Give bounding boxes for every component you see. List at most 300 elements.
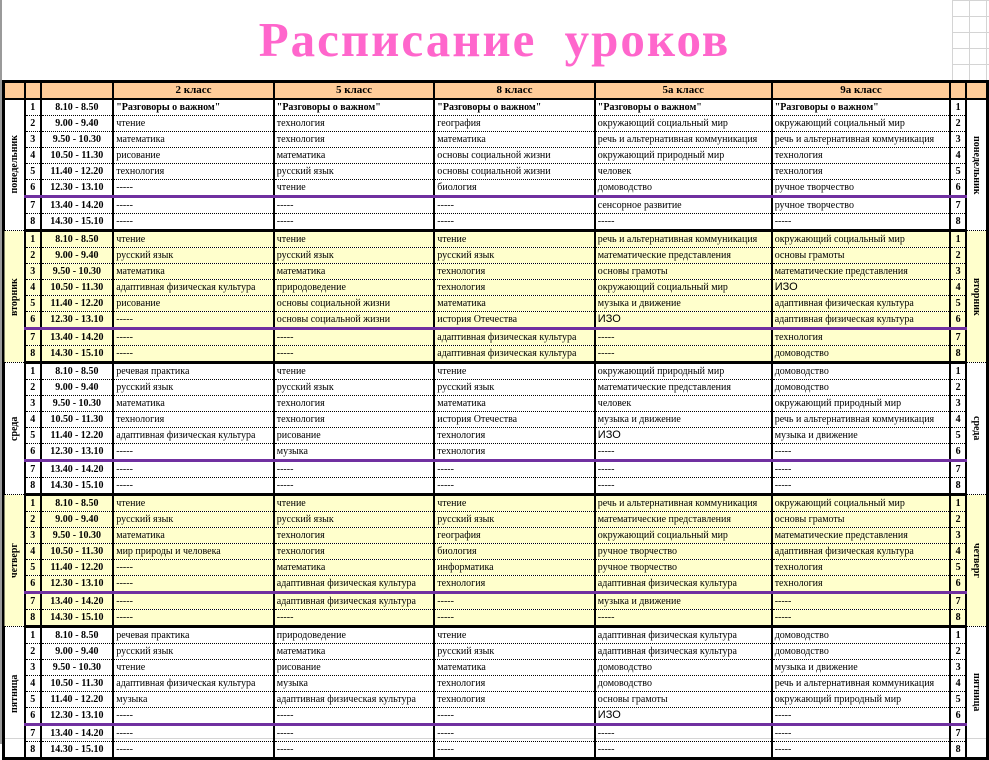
lesson-time: 11.40 - 12.20 (41, 296, 114, 312)
subject-cell-class-9a[interactable]: ----- (772, 708, 951, 725)
subject-cell-class-2[interactable]: чтение (113, 495, 274, 512)
subject-cell-class-5[interactable]: чтение (274, 495, 435, 512)
subject-cell-class-2[interactable]: ----- (113, 214, 274, 231)
subject-cell-class-5a[interactable]: ----- (595, 478, 772, 495)
subject-cell-class-9a[interactable]: ----- (772, 214, 951, 231)
subject-cell-class-9a[interactable]: ручное творчество (772, 180, 951, 197)
lesson-number: 2 (25, 644, 41, 660)
table-row (4, 180, 988, 197)
day-label-right-2: среда (966, 363, 988, 495)
lesson-time: 11.40 - 12.20 (41, 428, 114, 444)
subject-cell-class-9a[interactable]: музыка и движение (772, 660, 951, 676)
subject-cell-class-2[interactable]: ----- (113, 312, 274, 329)
lesson-time: 13.40 - 14.20 (41, 593, 114, 610)
day-label-right-0: понедельник (966, 99, 988, 231)
subject-cell-class-2[interactable]: математика (113, 132, 274, 148)
subject-cell-class-9a[interactable]: технология (772, 164, 951, 180)
header-class-8[interactable]: 8 класс (434, 82, 595, 100)
lesson-time: 11.40 - 12.20 (41, 164, 114, 180)
subject-cell-class-5a[interactable]: математические представления (595, 248, 772, 264)
subject-cell-class-5[interactable]: русский язык (274, 512, 435, 528)
table-row (4, 231, 988, 248)
subject-cell-class-9a[interactable]: технология (772, 329, 951, 346)
lesson-time: 12.30 - 13.10 (41, 180, 114, 197)
subject-cell-class-5a[interactable]: основы грамоты (595, 692, 772, 708)
subject-cell-class-5[interactable]: ----- (274, 725, 435, 742)
subject-cell-class-5[interactable]: чтение (274, 363, 435, 380)
subject-cell-class-5[interactable]: музыка (274, 676, 435, 692)
subject-cell-class-8[interactable]: ----- (434, 742, 595, 759)
subject-cell-class-9a[interactable]: технология (772, 560, 951, 576)
lesson-number-right: 2 (950, 116, 966, 132)
lesson-number: 1 (25, 627, 41, 644)
subject-cell-class-9a[interactable]: домоводство (772, 346, 951, 363)
subject-cell-class-2[interactable]: чтение (113, 231, 274, 248)
lesson-number-right: 6 (950, 444, 966, 461)
lesson-number: 8 (25, 610, 41, 627)
lesson-number-right: 4 (950, 148, 966, 164)
subject-cell-class-5a[interactable]: ручное творчество (595, 560, 772, 576)
subject-cell-class-8[interactable]: ----- (434, 708, 595, 725)
subject-cell-class-5[interactable]: русский язык (274, 248, 435, 264)
subject-cell-class-8[interactable]: чтение (434, 495, 595, 512)
lesson-number-right: 3 (950, 396, 966, 412)
subject-cell-class-5a[interactable]: музыка и движение (595, 593, 772, 610)
lesson-number-right: 2 (950, 644, 966, 660)
subject-cell-class-2[interactable]: ----- (113, 560, 274, 576)
lesson-number-right: 1 (950, 363, 966, 380)
subject-cell-class-9a[interactable]: окружающий социальный мир (772, 495, 951, 512)
lesson-time: 8.10 - 8.50 (41, 495, 114, 512)
lesson-number: 6 (25, 444, 41, 461)
subject-cell-class-8[interactable]: основы социальной жизни (434, 148, 595, 164)
table-row (4, 132, 988, 148)
lesson-number: 4 (25, 280, 41, 296)
subject-cell-class-5[interactable]: адаптивная физическая культура (274, 576, 435, 593)
subject-cell-class-8[interactable]: география (434, 116, 595, 132)
subject-cell-class-2[interactable]: "Разговоры о важном" (113, 99, 274, 116)
subject-cell-class-5a[interactable]: основы грамоты (595, 264, 772, 280)
subject-cell-class-5[interactable]: технология (274, 132, 435, 148)
subject-cell-class-5a[interactable]: ----- (595, 742, 772, 759)
lesson-time: 9.50 - 10.30 (41, 528, 114, 544)
subject-cell-class-5[interactable]: технология (274, 544, 435, 560)
subject-cell-class-9a[interactable]: ИЗО (772, 280, 951, 296)
subject-cell-class-9a[interactable]: математические представления (772, 264, 951, 280)
subject-cell-class-5a[interactable]: ----- (595, 214, 772, 231)
subject-cell-class-8[interactable]: технология (434, 692, 595, 708)
lesson-time: 14.30 - 15.10 (41, 214, 114, 231)
subject-cell-class-8[interactable]: чтение (434, 363, 595, 380)
subject-cell-class-9a[interactable]: речь и альтернативная коммуникация (772, 676, 951, 692)
subject-cell-class-8[interactable]: ----- (434, 725, 595, 742)
subject-cell-class-5a[interactable]: окружающий социальный мир (595, 280, 772, 296)
subject-cell-class-5a[interactable]: ----- (595, 461, 772, 478)
lesson-number: 7 (25, 593, 41, 610)
subject-cell-class-8[interactable]: история Отечества (434, 312, 595, 329)
lesson-number: 7 (25, 461, 41, 478)
subject-cell-class-8[interactable]: ----- (434, 610, 595, 627)
lesson-time: 10.50 - 11.30 (41, 676, 114, 692)
table-row (4, 264, 988, 280)
subject-cell-class-8[interactable]: чтение (434, 627, 595, 644)
lesson-number: 8 (25, 478, 41, 495)
subject-cell-class-8[interactable]: технология (434, 576, 595, 593)
table-row (4, 478, 988, 495)
subject-cell-class-5a[interactable]: ----- (595, 444, 772, 461)
subject-cell-class-9a[interactable]: музыка и движение (772, 428, 951, 444)
table-row (4, 296, 988, 312)
subject-cell-class-2[interactable]: ----- (113, 180, 274, 197)
subject-cell-class-2[interactable]: русский язык (113, 248, 274, 264)
subject-cell-class-5a[interactable]: математические представления (595, 512, 772, 528)
lesson-number: 7 (25, 329, 41, 346)
subject-cell-class-5[interactable]: математика (274, 148, 435, 164)
header-time-cell (41, 82, 114, 100)
subject-cell-class-9a[interactable]: технология (772, 576, 951, 593)
lesson-number: 6 (25, 708, 41, 725)
lesson-number: 8 (25, 742, 41, 759)
lesson-number-right: 8 (950, 610, 966, 627)
header-class-5[interactable]: 5 класс (274, 82, 435, 100)
subject-cell-class-5[interactable]: "Разговоры о важном" (274, 99, 435, 116)
subject-cell-class-5[interactable]: природоведение (274, 280, 435, 296)
day-label-right-4: пятница (966, 627, 988, 759)
subject-cell-class-9a[interactable]: окружающий природный мир (772, 692, 951, 708)
subject-cell-class-5[interactable]: чтение (274, 180, 435, 197)
subject-cell-class-5a[interactable]: речь и альтернативная коммуникация (595, 495, 772, 512)
subject-cell-class-2[interactable]: чтение (113, 660, 274, 676)
subject-cell-class-5a[interactable]: человек (595, 164, 772, 180)
subject-cell-class-9a[interactable]: окружающий природный мир (772, 396, 951, 412)
subject-cell-class-5a[interactable]: окружающий природный мир (595, 363, 772, 380)
lesson-number: 5 (25, 692, 41, 708)
header-num-cell-right (950, 82, 966, 100)
header-day-cell (4, 82, 26, 100)
subject-cell-class-2[interactable]: ----- (113, 197, 274, 214)
subject-cell-class-8[interactable]: математика (434, 396, 595, 412)
subject-cell-class-9a[interactable]: домоводство (772, 380, 951, 396)
subject-cell-class-5a[interactable]: сенсорное развитие (595, 197, 772, 214)
subject-cell-class-5[interactable]: ----- (274, 461, 435, 478)
lesson-number: 8 (25, 346, 41, 363)
subject-cell-class-8[interactable]: география (434, 528, 595, 544)
subject-cell-class-2[interactable]: русский язык (113, 380, 274, 396)
subject-cell-class-8[interactable]: технология (434, 444, 595, 461)
lesson-number: 5 (25, 164, 41, 180)
subject-cell-class-9a[interactable]: домоводство (772, 627, 951, 644)
subject-cell-class-9a[interactable]: математические представления (772, 528, 951, 544)
subject-cell-class-8[interactable]: технология (434, 280, 595, 296)
header-class-5a[interactable]: 5а класс (595, 82, 772, 100)
subject-cell-class-2[interactable]: ----- (113, 461, 274, 478)
day-label-right-3: четверг (966, 495, 988, 627)
subject-cell-class-8[interactable]: ----- (434, 593, 595, 610)
subject-cell-class-5[interactable]: адаптивная физическая культура (274, 692, 435, 708)
subject-cell-class-2[interactable]: чтение (113, 116, 274, 132)
subject-cell-class-2[interactable]: ----- (113, 329, 274, 346)
table-row (4, 692, 988, 708)
lesson-time: 9.00 - 9.40 (41, 644, 114, 660)
lesson-number-right: 3 (950, 132, 966, 148)
subject-cell-class-2[interactable]: мир природы и человека (113, 544, 274, 560)
subject-cell-class-8[interactable]: биология (434, 180, 595, 197)
subject-cell-class-8[interactable]: русский язык (434, 644, 595, 660)
subject-cell-class-2[interactable]: адаптивная физическая культура (113, 676, 274, 692)
subject-cell-class-2[interactable]: русский язык (113, 644, 274, 660)
subject-cell-class-9a[interactable]: речь и альтернативная коммуникация (772, 412, 951, 428)
subject-cell-class-2[interactable]: математика (113, 264, 274, 280)
lesson-number: 3 (25, 132, 41, 148)
subject-cell-class-8[interactable]: ----- (434, 214, 595, 231)
lesson-number: 4 (25, 676, 41, 692)
subject-cell-class-5[interactable]: ----- (274, 346, 435, 363)
subject-cell-class-5a[interactable]: ручное творчество (595, 544, 772, 560)
table-row (4, 593, 988, 610)
subject-cell-class-5a[interactable]: речь и альтернативная коммуникация (595, 132, 772, 148)
subject-cell-class-8[interactable]: ----- (434, 197, 595, 214)
subject-cell-class-5[interactable]: ----- (274, 708, 435, 725)
lesson-time: 10.50 - 11.30 (41, 280, 114, 296)
lesson-number-right: 7 (950, 593, 966, 610)
subject-cell-class-8[interactable]: информатика (434, 560, 595, 576)
subject-cell-class-5[interactable]: русский язык (274, 380, 435, 396)
subject-cell-class-8[interactable]: технология (434, 264, 595, 280)
subject-cell-class-5a[interactable]: ----- (595, 329, 772, 346)
subject-cell-class-5[interactable]: основы социальной жизни (274, 296, 435, 312)
table-row (4, 380, 988, 396)
subject-cell-class-8[interactable]: ----- (434, 461, 595, 478)
subject-cell-class-8[interactable]: биология (434, 544, 595, 560)
subject-cell-class-9a[interactable]: адаптивная физическая культура (772, 296, 951, 312)
subject-cell-class-9a[interactable]: ----- (772, 742, 951, 759)
subject-cell-class-5[interactable]: природоведение (274, 627, 435, 644)
lesson-number-right: 8 (950, 742, 966, 759)
subject-cell-class-5[interactable]: ----- (274, 214, 435, 231)
subject-cell-class-5[interactable]: математика (274, 644, 435, 660)
subject-cell-class-5a[interactable]: домоводство (595, 676, 772, 692)
page-title: Расписание уроков (258, 12, 731, 67)
subject-cell-class-2[interactable]: рисование (113, 296, 274, 312)
lesson-number-right: 6 (950, 708, 966, 725)
subject-cell-class-8[interactable]: технология (434, 428, 595, 444)
header-class-9a[interactable]: 9а класс (772, 82, 951, 100)
subject-cell-class-2[interactable]: ----- (113, 742, 274, 759)
subject-cell-class-5a[interactable]: математические представления (595, 380, 772, 396)
table-row (4, 512, 988, 528)
subject-cell-class-5a[interactable]: окружающий природный мир (595, 148, 772, 164)
lesson-number-right: 8 (950, 346, 966, 363)
subject-cell-class-5[interactable]: технология (274, 412, 435, 428)
subject-cell-class-8[interactable]: русский язык (434, 380, 595, 396)
lesson-number-right: 8 (950, 214, 966, 231)
subject-cell-class-5a[interactable]: музыка и движение (595, 412, 772, 428)
subject-cell-class-9a[interactable]: основы грамоты (772, 248, 951, 264)
subject-cell-class-9a[interactable]: ----- (772, 593, 951, 610)
subject-cell-class-5[interactable]: рисование (274, 428, 435, 444)
subject-cell-class-2[interactable]: ----- (113, 576, 274, 593)
subject-cell-class-2[interactable]: адаптивная физическая культура (113, 280, 274, 296)
subject-cell-class-8[interactable]: чтение (434, 231, 595, 248)
subject-cell-class-5[interactable]: основы социальной жизни (274, 312, 435, 329)
subject-cell-class-5a[interactable]: "Разговоры о важном" (595, 99, 772, 116)
lesson-number-right: 6 (950, 576, 966, 593)
lesson-time: 10.50 - 11.30 (41, 148, 114, 164)
subject-cell-class-2[interactable]: математика (113, 528, 274, 544)
lesson-number: 6 (25, 312, 41, 329)
subject-cell-class-2[interactable]: технология (113, 164, 274, 180)
lesson-time: 12.30 - 13.10 (41, 576, 114, 593)
subject-cell-class-2[interactable]: адаптивная физическая культура (113, 428, 274, 444)
subject-cell-class-9a[interactable]: ----- (772, 478, 951, 495)
subject-cell-class-5[interactable]: ----- (274, 742, 435, 759)
subject-cell-class-5a[interactable]: ----- (595, 725, 772, 742)
subject-cell-class-8[interactable]: технология (434, 676, 595, 692)
subject-cell-class-9a[interactable]: основы грамоты (772, 512, 951, 528)
subject-cell-class-9a[interactable]: технология (772, 148, 951, 164)
lesson-time: 10.50 - 11.30 (41, 412, 114, 428)
subject-cell-class-2[interactable]: речевая практика (113, 363, 274, 380)
lesson-time: 14.30 - 15.10 (41, 742, 114, 759)
lesson-number: 3 (25, 660, 41, 676)
subject-cell-class-9a[interactable]: окружающий социальный мир (772, 231, 951, 248)
table-row (4, 329, 988, 346)
subject-cell-class-2[interactable]: русский язык (113, 512, 274, 528)
subject-cell-class-8[interactable]: ----- (434, 478, 595, 495)
subject-cell-class-5[interactable]: рисование (274, 660, 435, 676)
subject-cell-class-5a[interactable]: адаптивная физическая культура (595, 627, 772, 644)
subject-cell-class-5a[interactable]: ИЗО (595, 708, 772, 725)
subject-cell-class-5[interactable]: математика (274, 560, 435, 576)
subject-cell-class-8[interactable]: математика (434, 132, 595, 148)
lesson-time: 14.30 - 15.10 (41, 610, 114, 627)
subject-cell-class-9a[interactable]: окружающий социальный мир (772, 116, 951, 132)
lesson-number-right: 4 (950, 412, 966, 428)
table-row (4, 708, 988, 725)
lesson-number-right: 6 (950, 312, 966, 329)
subject-cell-class-5[interactable]: ----- (274, 329, 435, 346)
table-row (4, 461, 988, 478)
subject-cell-class-8[interactable]: адаптивная физическая культура (434, 329, 595, 346)
header-class-2[interactable]: 2 класс (113, 82, 274, 100)
subject-cell-class-9a[interactable]: адаптивная физическая культура (772, 544, 951, 560)
subject-cell-class-2[interactable]: ----- (113, 444, 274, 461)
subject-cell-class-9a[interactable]: ----- (772, 461, 951, 478)
lesson-time: 9.00 - 9.40 (41, 512, 114, 528)
subject-cell-class-9a[interactable]: речь и альтернативная коммуникация (772, 132, 951, 148)
table-row (4, 610, 988, 627)
schedule-table (2, 80, 989, 760)
table-row (4, 116, 988, 132)
subject-cell-class-5a[interactable]: домоводство (595, 660, 772, 676)
subject-cell-class-8[interactable]: математика (434, 660, 595, 676)
subject-cell-class-2[interactable]: ----- (113, 725, 274, 742)
subject-cell-class-8[interactable]: русский язык (434, 248, 595, 264)
subject-cell-class-8[interactable]: "Разговоры о важном" (434, 99, 595, 116)
subject-cell-class-9a[interactable]: ручное творчество (772, 197, 951, 214)
subject-cell-class-5[interactable]: музыка (274, 444, 435, 461)
subject-cell-class-5a[interactable]: окружающий социальный мир (595, 116, 772, 132)
subject-cell-class-9a[interactable]: адаптивная физическая культура (772, 312, 951, 329)
subject-cell-class-5[interactable]: ----- (274, 478, 435, 495)
lesson-number: 5 (25, 560, 41, 576)
lesson-number-right: 4 (950, 280, 966, 296)
subject-cell-class-5a[interactable]: человек (595, 396, 772, 412)
subject-cell-class-5a[interactable]: речь и альтернативная коммуникация (595, 231, 772, 248)
subject-cell-class-2[interactable]: ----- (113, 610, 274, 627)
subject-cell-class-5[interactable]: технология (274, 396, 435, 412)
subject-cell-class-5a[interactable]: ИЗО (595, 312, 772, 329)
table-row (4, 197, 988, 214)
header-row (4, 82, 988, 100)
subject-cell-class-5[interactable]: ----- (274, 197, 435, 214)
subject-cell-class-8[interactable]: русский язык (434, 512, 595, 528)
subject-cell-class-2[interactable]: технология (113, 412, 274, 428)
subject-cell-class-2[interactable]: ----- (113, 478, 274, 495)
subject-cell-class-5[interactable]: технология (274, 528, 435, 544)
subject-cell-class-9a[interactable]: ----- (772, 610, 951, 627)
lesson-time: 8.10 - 8.50 (41, 99, 114, 116)
subject-cell-class-2[interactable]: рисование (113, 148, 274, 164)
lesson-number: 5 (25, 296, 41, 312)
subject-cell-class-9a[interactable]: домоводство (772, 644, 951, 660)
lesson-number-right: 5 (950, 164, 966, 180)
subject-cell-class-5[interactable]: адаптивная физическая культура (274, 593, 435, 610)
subject-cell-class-2[interactable]: ----- (113, 593, 274, 610)
lesson-time: 12.30 - 13.10 (41, 312, 114, 329)
lesson-number: 2 (25, 248, 41, 264)
subject-cell-class-2[interactable]: речевая практика (113, 627, 274, 644)
lesson-number-right: 2 (950, 248, 966, 264)
subject-cell-class-5[interactable]: чтение (274, 231, 435, 248)
subject-cell-class-8[interactable]: история Отечества (434, 412, 595, 428)
lesson-number: 3 (25, 264, 41, 280)
lesson-time: 8.10 - 8.50 (41, 231, 114, 248)
subject-cell-class-5[interactable]: технология (274, 116, 435, 132)
subject-cell-class-5a[interactable]: ----- (595, 346, 772, 363)
subject-cell-class-2[interactable]: ----- (113, 708, 274, 725)
subject-cell-class-5[interactable]: ----- (274, 610, 435, 627)
lesson-number: 4 (25, 412, 41, 428)
subject-cell-class-9a[interactable]: ----- (772, 725, 951, 742)
table-row (4, 248, 988, 264)
subject-cell-class-5[interactable]: математика (274, 264, 435, 280)
lesson-number: 1 (25, 363, 41, 380)
subject-cell-class-2[interactable]: музыка (113, 692, 274, 708)
subject-cell-class-5a[interactable]: адаптивная физическая культура (595, 576, 772, 593)
subject-cell-class-8[interactable]: адаптивная физическая культура (434, 346, 595, 363)
subject-cell-class-5[interactable]: русский язык (274, 164, 435, 180)
subject-cell-class-5a[interactable]: ----- (595, 610, 772, 627)
subject-cell-class-8[interactable]: основы социальной жизни (434, 164, 595, 180)
subject-cell-class-9a[interactable]: домоводство (772, 363, 951, 380)
lesson-time: 8.10 - 8.50 (41, 363, 114, 380)
subject-cell-class-5a[interactable]: домоводство (595, 180, 772, 197)
lesson-number: 5 (25, 428, 41, 444)
table-row (4, 627, 988, 644)
subject-cell-class-5a[interactable]: музыка и движение (595, 296, 772, 312)
subject-cell-class-2[interactable]: ----- (113, 346, 274, 363)
day-label-4: пятница (4, 627, 26, 759)
subject-cell-class-5a[interactable]: адаптивная физическая культура (595, 644, 772, 660)
subject-cell-class-8[interactable]: математика (434, 296, 595, 312)
subject-cell-class-5a[interactable]: окружающий социальный мир (595, 528, 772, 544)
subject-cell-class-9a[interactable]: "Разговоры о важном" (772, 99, 951, 116)
subject-cell-class-5a[interactable]: ИЗО (595, 428, 772, 444)
subject-cell-class-2[interactable]: математика (113, 396, 274, 412)
lesson-time: 9.50 - 10.30 (41, 132, 114, 148)
subject-cell-class-9a[interactable]: ----- (772, 444, 951, 461)
